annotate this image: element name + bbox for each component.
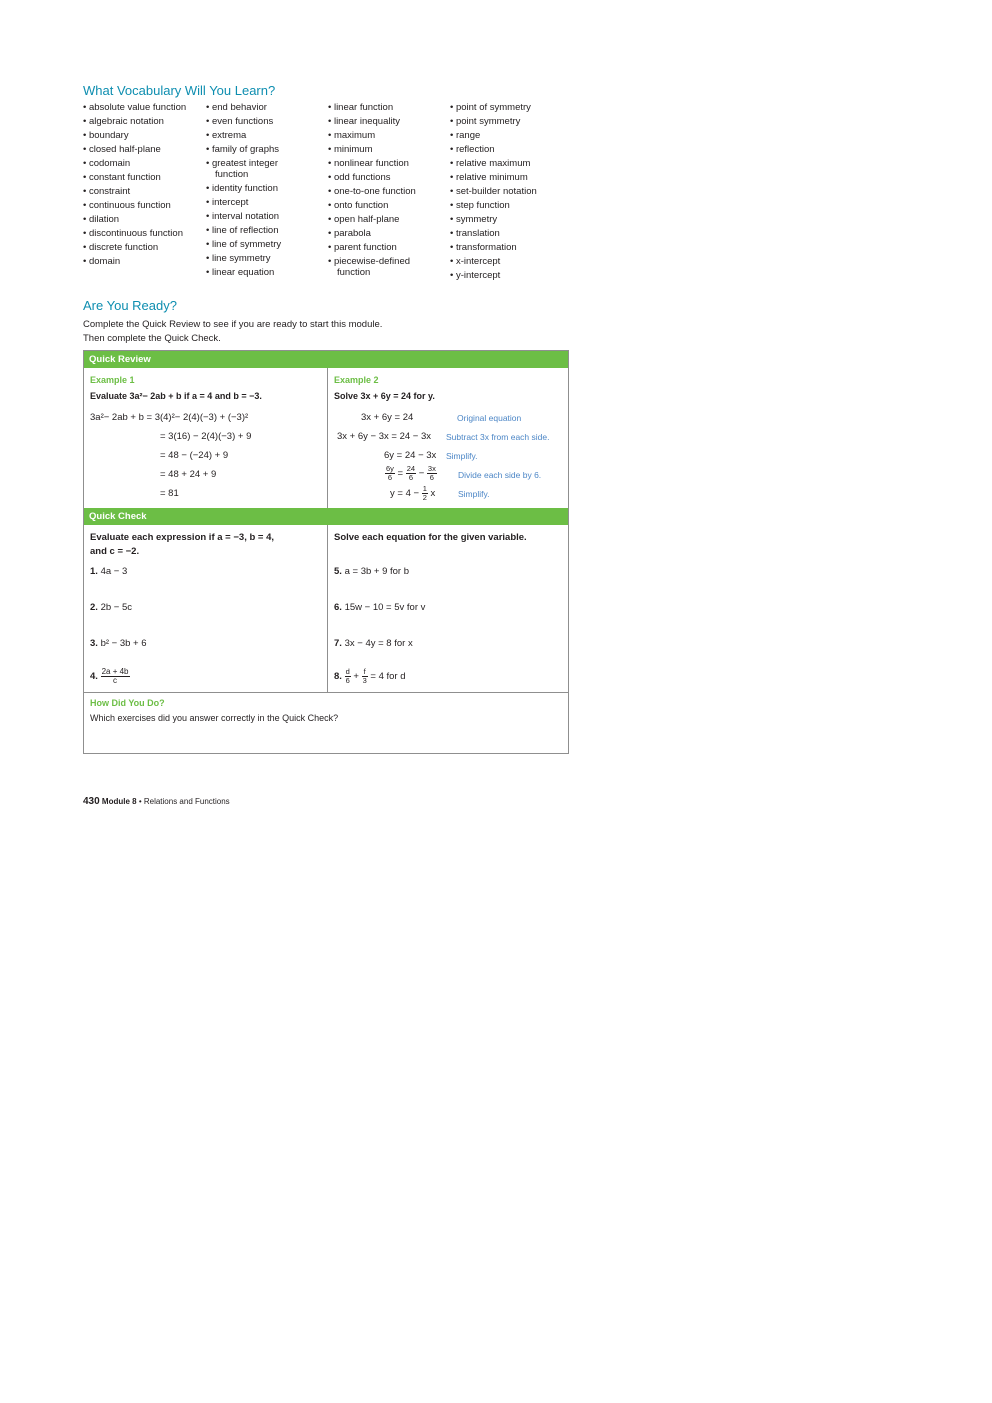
example2-step-3: 6y = 24 − 3x	[384, 450, 437, 461]
example2-note-4: Divide each side by 6.	[458, 470, 542, 480]
check-item-5: 5. a = 3b + 9 for b	[334, 566, 410, 577]
vocab-term: • domain	[83, 256, 121, 267]
how-text: Which exercises did you answer correctly in the Quick Check?	[90, 713, 339, 723]
vocab-term: • discontinuous function	[83, 228, 183, 239]
example2-step-4: $\frac{6y}{6}$ = $\frac{24}{6}$ − $\frac{3x}{6}$	[386, 464, 436, 482]
example2-step-5: y = 4 − $\frac{1}{2}$ x	[390, 484, 436, 502]
vocab-term: • greatest integer	[206, 158, 278, 169]
vocab-term: • nonlinear function	[328, 158, 409, 169]
vocab-term: • parent function	[328, 242, 397, 253]
example1-step-3: = 48 − (−24) + 9	[160, 450, 229, 461]
ready-line-1: Complete the Quick Review to see if you are ready to start this module.	[83, 319, 383, 330]
example2-label: Example 2	[334, 375, 379, 385]
how-divider	[84, 692, 568, 693]
vocab-term: • family of graphs	[206, 144, 280, 155]
vocab-term: • minimum	[328, 144, 373, 155]
vocab-term: • y-intercept	[450, 270, 501, 281]
ready-line-2: Then complete the Quick Check.	[83, 333, 221, 344]
check-item-7: 7. 3x − 4y = 8 for x	[334, 638, 413, 649]
example1-label: Example 1	[90, 375, 135, 385]
example2-prompt: Solve 3x + 6y = 24 for y.	[334, 391, 435, 401]
vocab-term: • relative maximum	[450, 158, 531, 169]
example2-note-3: Simplify.	[446, 451, 478, 461]
how-title: How Did You Do?	[90, 698, 165, 708]
vocab-term: • closed half-plane	[83, 144, 161, 155]
vocab-term: • discrete function	[83, 242, 159, 253]
module-label: Module 8	[101, 797, 137, 806]
vocab-term: • algebraic notation	[83, 116, 164, 127]
vocab-term: • open half-plane	[328, 214, 400, 225]
module-title: Relations and Functions	[143, 797, 230, 806]
vocab-term: • point of symmetry	[450, 102, 531, 113]
quick-review-header: Quick Review	[84, 351, 568, 368]
vocab-term: • codomain	[83, 158, 131, 169]
vocab-column	[328, 101, 450, 280]
vocab-term: • relative minimum	[450, 172, 528, 183]
example1-prompt: Evaluate 3a²− 2ab + b if a = 4 and b = −3.	[90, 391, 262, 401]
vocab-term: • symmetry	[450, 214, 498, 225]
vocab-term: • x-intercept	[450, 256, 501, 267]
vocab-term: • maximum	[328, 130, 376, 141]
example1-step-4: = 48 + 24 + 9	[160, 469, 217, 480]
check-item-8: 8. $\frac{d}{6}$ + $\frac{f}{3}$ = 4 for d	[334, 667, 406, 685]
vocab-term: function	[337, 267, 371, 278]
review-box	[83, 350, 569, 754]
vocab-column	[83, 101, 205, 269]
vocab-term: • linear inequality	[328, 116, 400, 127]
vocab-term: • odd functions	[328, 172, 391, 183]
example1-step-5: = 81	[160, 488, 179, 499]
vocab-term: • end behavior	[206, 102, 267, 113]
vocab-title: What Vocabulary Will You Learn?	[83, 83, 276, 98]
vocab-term: • identity function	[206, 183, 278, 194]
vocab-term: • point symmetry	[450, 116, 521, 127]
vocab-term: • transformation	[450, 242, 517, 253]
check-divider	[327, 525, 328, 692]
vocab-term: function	[215, 169, 249, 180]
page-footer: 430 Module 8 • Relations and Functions	[83, 796, 230, 807]
vocab-term: • boundary	[83, 130, 129, 141]
vocab-term: • parabola	[328, 228, 371, 239]
vocab-term: • reflection	[450, 144, 495, 155]
vocab-column	[206, 101, 328, 280]
vocab-term: • one-to-one function	[328, 186, 416, 197]
vocab-column	[450, 101, 572, 283]
vocab-term: • continuous function	[83, 200, 171, 211]
check-right-prompt: Solve each equation for the given variable.	[334, 532, 527, 543]
check-item-1: 1. 4a − 3	[90, 566, 128, 577]
vocab-term: • range	[450, 130, 481, 141]
example2-note-1: Original equation	[457, 413, 522, 423]
review-divider	[327, 368, 328, 508]
quick-check-header: Quick Check	[84, 508, 568, 525]
check-left-prompt-1: Evaluate each expression if a = −3, b = 4,	[90, 532, 275, 543]
vocab-term: • constraint	[83, 186, 131, 197]
vocab-term: • piecewise-defined	[328, 256, 411, 267]
page-number: 430	[83, 796, 100, 807]
example2-note-2: Subtract 3x from each side.	[446, 432, 550, 442]
vocab-term: • absolute value function	[83, 102, 187, 113]
check-item-6: 6. 15w − 10 = 5v for v	[334, 602, 426, 613]
vocab-term: • interval notation	[206, 211, 280, 222]
vocab-term: • extrema	[206, 130, 247, 141]
ready-title: Are You Ready?	[83, 298, 177, 313]
check-item-3: 3. b² − 3b + 6	[90, 638, 147, 649]
vocab-term: • intercept	[206, 197, 249, 208]
vocab-term: • constant function	[83, 172, 161, 183]
check-item-2: 2. 2b − 5c	[90, 602, 133, 613]
vocab-term: • even functions	[206, 116, 274, 127]
vocab-term: • step function	[450, 200, 510, 211]
vocab-term: • line of symmetry	[206, 239, 282, 250]
vocab-term: • line of reflection	[206, 225, 279, 236]
check-left-prompt-2: and c = −2.	[90, 546, 140, 557]
vocab-term: • set-builder notation	[450, 186, 537, 197]
vocab-term: • dilation	[83, 214, 120, 225]
example1-step-1: 3a²− 2ab + b = 3(4)²− 2(4)(−3) + (−3)²	[90, 412, 249, 423]
example2-note-5: Simplify.	[458, 489, 490, 499]
check-item-4: 4. $\frac{2a + 4b}{c}$	[90, 667, 129, 685]
vocab-term: • linear function	[328, 102, 394, 113]
example2-step-2: 3x + 6y − 3x = 24 − 3x	[337, 431, 432, 442]
example2-step-1: 3x + 6y = 24	[361, 412, 414, 423]
example1-step-2: = 3(16) − 2(4)(−3) + 9	[160, 431, 252, 442]
vocab-term: • line symmetry	[206, 253, 271, 264]
vocab-term: • linear equation	[206, 267, 275, 278]
vocab-term: • onto function	[328, 200, 389, 211]
vocab-term: • translation	[450, 228, 500, 239]
